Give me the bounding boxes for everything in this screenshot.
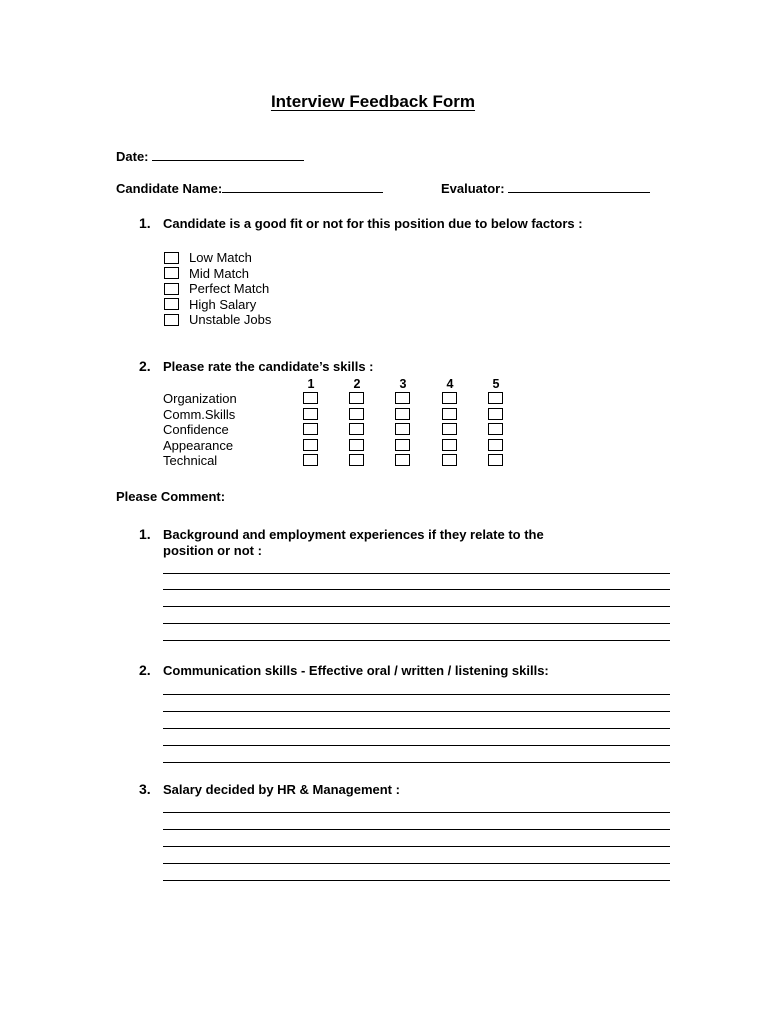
question-2-text: Please rate the candidate’s skills : [163, 359, 374, 374]
form-title: Interview Feedback Form [270, 92, 476, 111]
rating-grid [303, 392, 513, 474]
rating-scale-4: 4 [446, 377, 454, 391]
date-row [116, 148, 304, 164]
rating-scale-2: 2 [353, 377, 361, 391]
fit-options-list [164, 250, 271, 328]
comment-3-line-3[interactable] [163, 846, 670, 847]
rating-checkbox[interactable] [395, 454, 410, 466]
skill-comm-skills-label: Comm.Skills [163, 406, 236, 422]
checkbox[interactable] [164, 252, 179, 264]
fit-option-unstable-jobs[interactable] [164, 312, 271, 328]
comment-2-line-3[interactable] [163, 728, 670, 729]
comment-1-line-5[interactable] [163, 640, 670, 641]
comment-1-text: Background and employment experiences if they relate to the [163, 527, 544, 542]
fit-option-label: High Salary [189, 296, 257, 312]
comment-1-text-continued: position or not : [163, 543, 262, 558]
comment-1-line-1[interactable] [163, 573, 670, 574]
checkbox[interactable] [164, 267, 179, 279]
rating-checkbox[interactable] [303, 454, 318, 466]
comment-3-number: 3. [139, 781, 151, 797]
evaluator-field[interactable] [508, 180, 650, 193]
skill-appearance-label: Appearance [163, 437, 234, 453]
comment-2-line-1[interactable] [163, 694, 670, 695]
rating-scale-1: 1 [307, 377, 315, 391]
comment-3-line-5[interactable] [163, 880, 670, 881]
skills-list [163, 391, 237, 469]
question-1-number: 1. [139, 215, 151, 231]
rating-checkbox[interactable] [442, 392, 457, 404]
comment-2-number: 2. [139, 662, 151, 678]
fit-option-high-salary[interactable] [164, 297, 271, 313]
comment-2-line-4[interactable] [163, 745, 670, 746]
rating-checkbox[interactable] [395, 439, 410, 451]
checkbox[interactable] [164, 283, 179, 295]
rating-checkbox[interactable] [442, 408, 457, 420]
fit-option-label: Perfect Match [189, 281, 270, 296]
skill-confidence-label: Confidence [163, 422, 229, 437]
rating-checkbox[interactable] [488, 408, 503, 420]
date-field[interactable] [152, 148, 304, 161]
question-1-text: Candidate is a good fit or not for this position due to below factors : [163, 216, 583, 231]
date-label: Date: [116, 149, 149, 164]
skill-technical-label: Technical [163, 453, 218, 468]
rating-checkbox[interactable] [488, 454, 503, 466]
rating-checkbox[interactable] [488, 392, 503, 404]
comment-1-line-3[interactable] [163, 606, 670, 607]
rating-scale-5: 5 [492, 377, 500, 391]
comment-3-line-2[interactable] [163, 829, 670, 830]
comment-3-line-4[interactable] [163, 863, 670, 864]
fit-option-low-match[interactable] [164, 250, 271, 266]
evaluator-row [441, 180, 650, 196]
candidate-name-row [116, 180, 383, 196]
rating-checkbox[interactable] [442, 423, 457, 435]
evaluator-label: Evaluator: [441, 181, 505, 196]
comment-2-text: Communication skills - Effective oral / written / listening skills: [163, 663, 549, 678]
rating-checkbox[interactable] [303, 423, 318, 435]
comment-3-text: Salary decided by HR & Management : [163, 782, 400, 797]
rating-checkbox[interactable] [442, 439, 457, 451]
rating-checkbox[interactable] [349, 392, 364, 404]
comment-2-line-2[interactable] [163, 711, 670, 712]
comment-3-line-1[interactable] [163, 812, 670, 813]
comment-heading: Please Comment: [116, 489, 226, 504]
comment-1-line-2[interactable] [163, 589, 670, 590]
rating-checkbox[interactable] [395, 408, 410, 420]
rating-checkbox[interactable] [349, 454, 364, 466]
rating-checkbox[interactable] [442, 454, 457, 466]
rating-checkbox[interactable] [349, 439, 364, 451]
fit-option-label: Mid Match [189, 265, 249, 281]
question-2-number: 2. [139, 358, 151, 374]
rating-checkbox[interactable] [349, 423, 364, 435]
comment-1-line-4[interactable] [163, 623, 670, 624]
skill-organization-label: Organization [163, 391, 237, 406]
rating-checkbox[interactable] [303, 408, 318, 420]
fit-option-mid-match[interactable] [164, 266, 271, 282]
rating-checkbox[interactable] [349, 408, 364, 420]
rating-checkbox[interactable] [488, 439, 503, 451]
rating-checkbox[interactable] [303, 439, 318, 451]
fit-option-label: Low Match [189, 250, 252, 265]
comment-1-number: 1. [139, 526, 151, 542]
rating-scale-3: 3 [399, 377, 407, 391]
candidate-name-field[interactable] [222, 180, 383, 193]
fit-option-perfect-match[interactable] [164, 281, 271, 297]
checkbox[interactable] [164, 314, 179, 326]
comment-2-line-5[interactable] [163, 762, 670, 763]
candidate-name-label: Candidate Name: [116, 181, 223, 196]
rating-checkbox[interactable] [303, 392, 318, 404]
rating-checkbox[interactable] [488, 423, 503, 435]
fit-option-label: Unstable Jobs [189, 312, 272, 327]
rating-checkbox[interactable] [395, 392, 410, 404]
checkbox[interactable] [164, 298, 179, 310]
rating-checkbox[interactable] [395, 423, 410, 435]
